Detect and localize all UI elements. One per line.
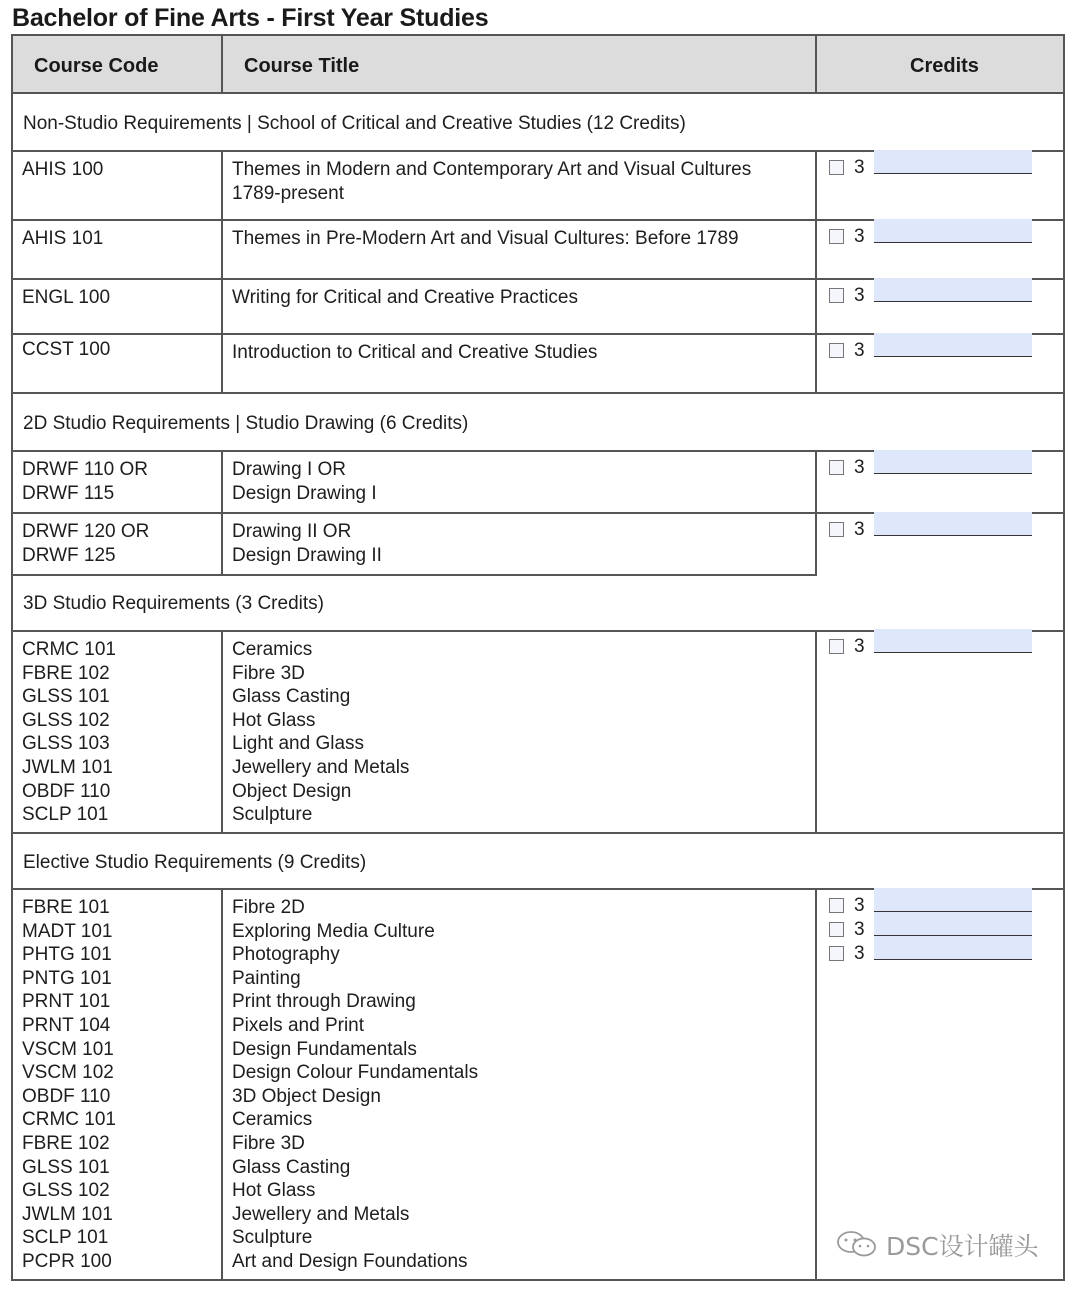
grid-line bbox=[221, 888, 223, 1281]
course-code: DRWF 110 OR DRWF 115 bbox=[22, 459, 148, 504]
course-code: DRWF 120 OR DRWF 125 bbox=[22, 521, 150, 566]
grid-line bbox=[815, 630, 817, 834]
watermark bbox=[838, 1227, 1039, 1263]
credit-value: 3 bbox=[854, 285, 865, 306]
watermark-text: DSC设计罐头 bbox=[886, 1232, 1039, 1261]
credit-input-field[interactable] bbox=[874, 150, 1032, 174]
credit-checkbox[interactable] bbox=[829, 922, 844, 937]
credit-entry bbox=[829, 944, 1039, 968]
credit-input-field[interactable] bbox=[874, 912, 1032, 936]
grid-line bbox=[815, 888, 817, 1281]
header-credits: Credits bbox=[910, 55, 979, 77]
credit-checkbox[interactable] bbox=[829, 522, 844, 537]
course-code-list: CRMC 101 FBRE 102 GLSS 101 GLSS 102 GLSS 103 JWLM 101 OBDF 110 SCLP 101 bbox=[22, 639, 116, 826]
grid-line bbox=[13, 574, 817, 576]
course-title-list: Fibre 2D Exploring Media Culture Photography Painting Print through Drawing Pixels and Print Design Fundamentals Design Colour Fundamentals 3D Object Design Ceramics Fibre 3D Glass Casting Hot Glass Jewellery and Metals Sculpture Art and Design Foundations bbox=[232, 897, 479, 1272]
credit-entry bbox=[829, 227, 1039, 251]
credit-checkbox[interactable] bbox=[829, 288, 844, 303]
credit-entry bbox=[829, 458, 1039, 482]
grid-line bbox=[13, 832, 1063, 834]
credit-input-field[interactable] bbox=[874, 936, 1032, 960]
header-course-code: Course Code bbox=[34, 55, 159, 77]
course-title: Writing for Critical and Creative Practices bbox=[232, 287, 578, 308]
course-title: Drawing II OR Design Drawing II bbox=[232, 521, 382, 566]
credit-value: 3 bbox=[854, 340, 865, 361]
credit-value: 3 bbox=[854, 519, 865, 540]
credit-checkbox[interactable] bbox=[829, 160, 844, 175]
credit-input-field[interactable] bbox=[874, 888, 1032, 912]
page-title: Bachelor of Fine Arts - First Year Studies bbox=[12, 4, 489, 32]
course-title: Drawing I OR Design Drawing I bbox=[232, 459, 377, 504]
credit-checkbox[interactable] bbox=[829, 343, 844, 358]
grid-line bbox=[221, 630, 223, 834]
course-title: Themes in Modern and Contemporary Art and Visual Cultures 1789-present bbox=[232, 159, 752, 204]
table-header bbox=[13, 36, 1063, 94]
header-course-title: Course Title bbox=[244, 55, 360, 77]
course-code: ENGL 100 bbox=[22, 287, 111, 308]
credit-checkbox[interactable] bbox=[829, 898, 844, 913]
course-title: Introduction to Critical and Creative Studies bbox=[232, 342, 598, 363]
grid-line bbox=[13, 392, 1063, 394]
course-table bbox=[11, 34, 1065, 1281]
credit-value: 3 bbox=[854, 943, 865, 964]
credit-checkbox[interactable] bbox=[829, 460, 844, 475]
credit-input-field[interactable] bbox=[874, 333, 1032, 357]
credit-checkbox[interactable] bbox=[829, 946, 844, 961]
course-title-list: Ceramics Fibre 3D Glass Casting Hot Glass Light and Glass Jewellery and Metals Object Design Sculpture bbox=[232, 639, 410, 826]
course-code: AHIS 100 bbox=[22, 159, 104, 180]
section-2d-studio: 2D Studio Requirements | Studio Drawing (6 Credits) bbox=[23, 413, 469, 434]
credit-entry bbox=[829, 341, 1039, 365]
credit-entry bbox=[829, 520, 1039, 544]
credit-input-field[interactable] bbox=[874, 512, 1032, 536]
grid-line bbox=[815, 150, 817, 392]
credit-value: 3 bbox=[854, 919, 865, 940]
credit-entry bbox=[829, 158, 1039, 182]
credit-input-field[interactable] bbox=[874, 629, 1032, 653]
section-elective-studio: Elective Studio Requirements (9 Credits) bbox=[23, 852, 367, 873]
grid-line bbox=[221, 36, 223, 94]
credit-value: 3 bbox=[854, 157, 865, 178]
credit-entry bbox=[829, 637, 1039, 661]
grid-line bbox=[815, 36, 817, 94]
credit-input-field[interactable] bbox=[874, 278, 1032, 302]
credit-entry bbox=[829, 286, 1039, 310]
credit-value: 3 bbox=[854, 226, 865, 247]
credit-value: 3 bbox=[854, 895, 865, 916]
wechat-icon bbox=[836, 1230, 880, 1258]
credit-input-field[interactable] bbox=[874, 450, 1032, 474]
credit-checkbox[interactable] bbox=[829, 229, 844, 244]
credit-value: 3 bbox=[854, 636, 865, 657]
credit-input-field[interactable] bbox=[874, 219, 1032, 243]
course-code: CCST 100 bbox=[22, 339, 111, 360]
course-title: Themes in Pre-Modern Art and Visual Cultures: Before 1789 bbox=[232, 228, 739, 249]
section-3d-studio: 3D Studio Requirements (3 Credits) bbox=[23, 593, 324, 614]
credit-checkbox[interactable] bbox=[829, 639, 844, 654]
section-non-studio: Non-Studio Requirements | School of Critical and Creative Studies (12 Credits) bbox=[23, 113, 686, 134]
course-code: AHIS 101 bbox=[22, 228, 104, 249]
course-code-list: FBRE 101 MADT 101 PHTG 101 PNTG 101 PRNT 101 PRNT 104 VSCM 101 VSCM 102 OBDF 110 CRMC 101 FBRE 102 GLSS 101 GLSS 102 JWLM 101 SCLP 101 PCPR 100 bbox=[22, 897, 116, 1272]
grid-line bbox=[221, 150, 223, 392]
credit-value: 3 bbox=[854, 457, 865, 478]
